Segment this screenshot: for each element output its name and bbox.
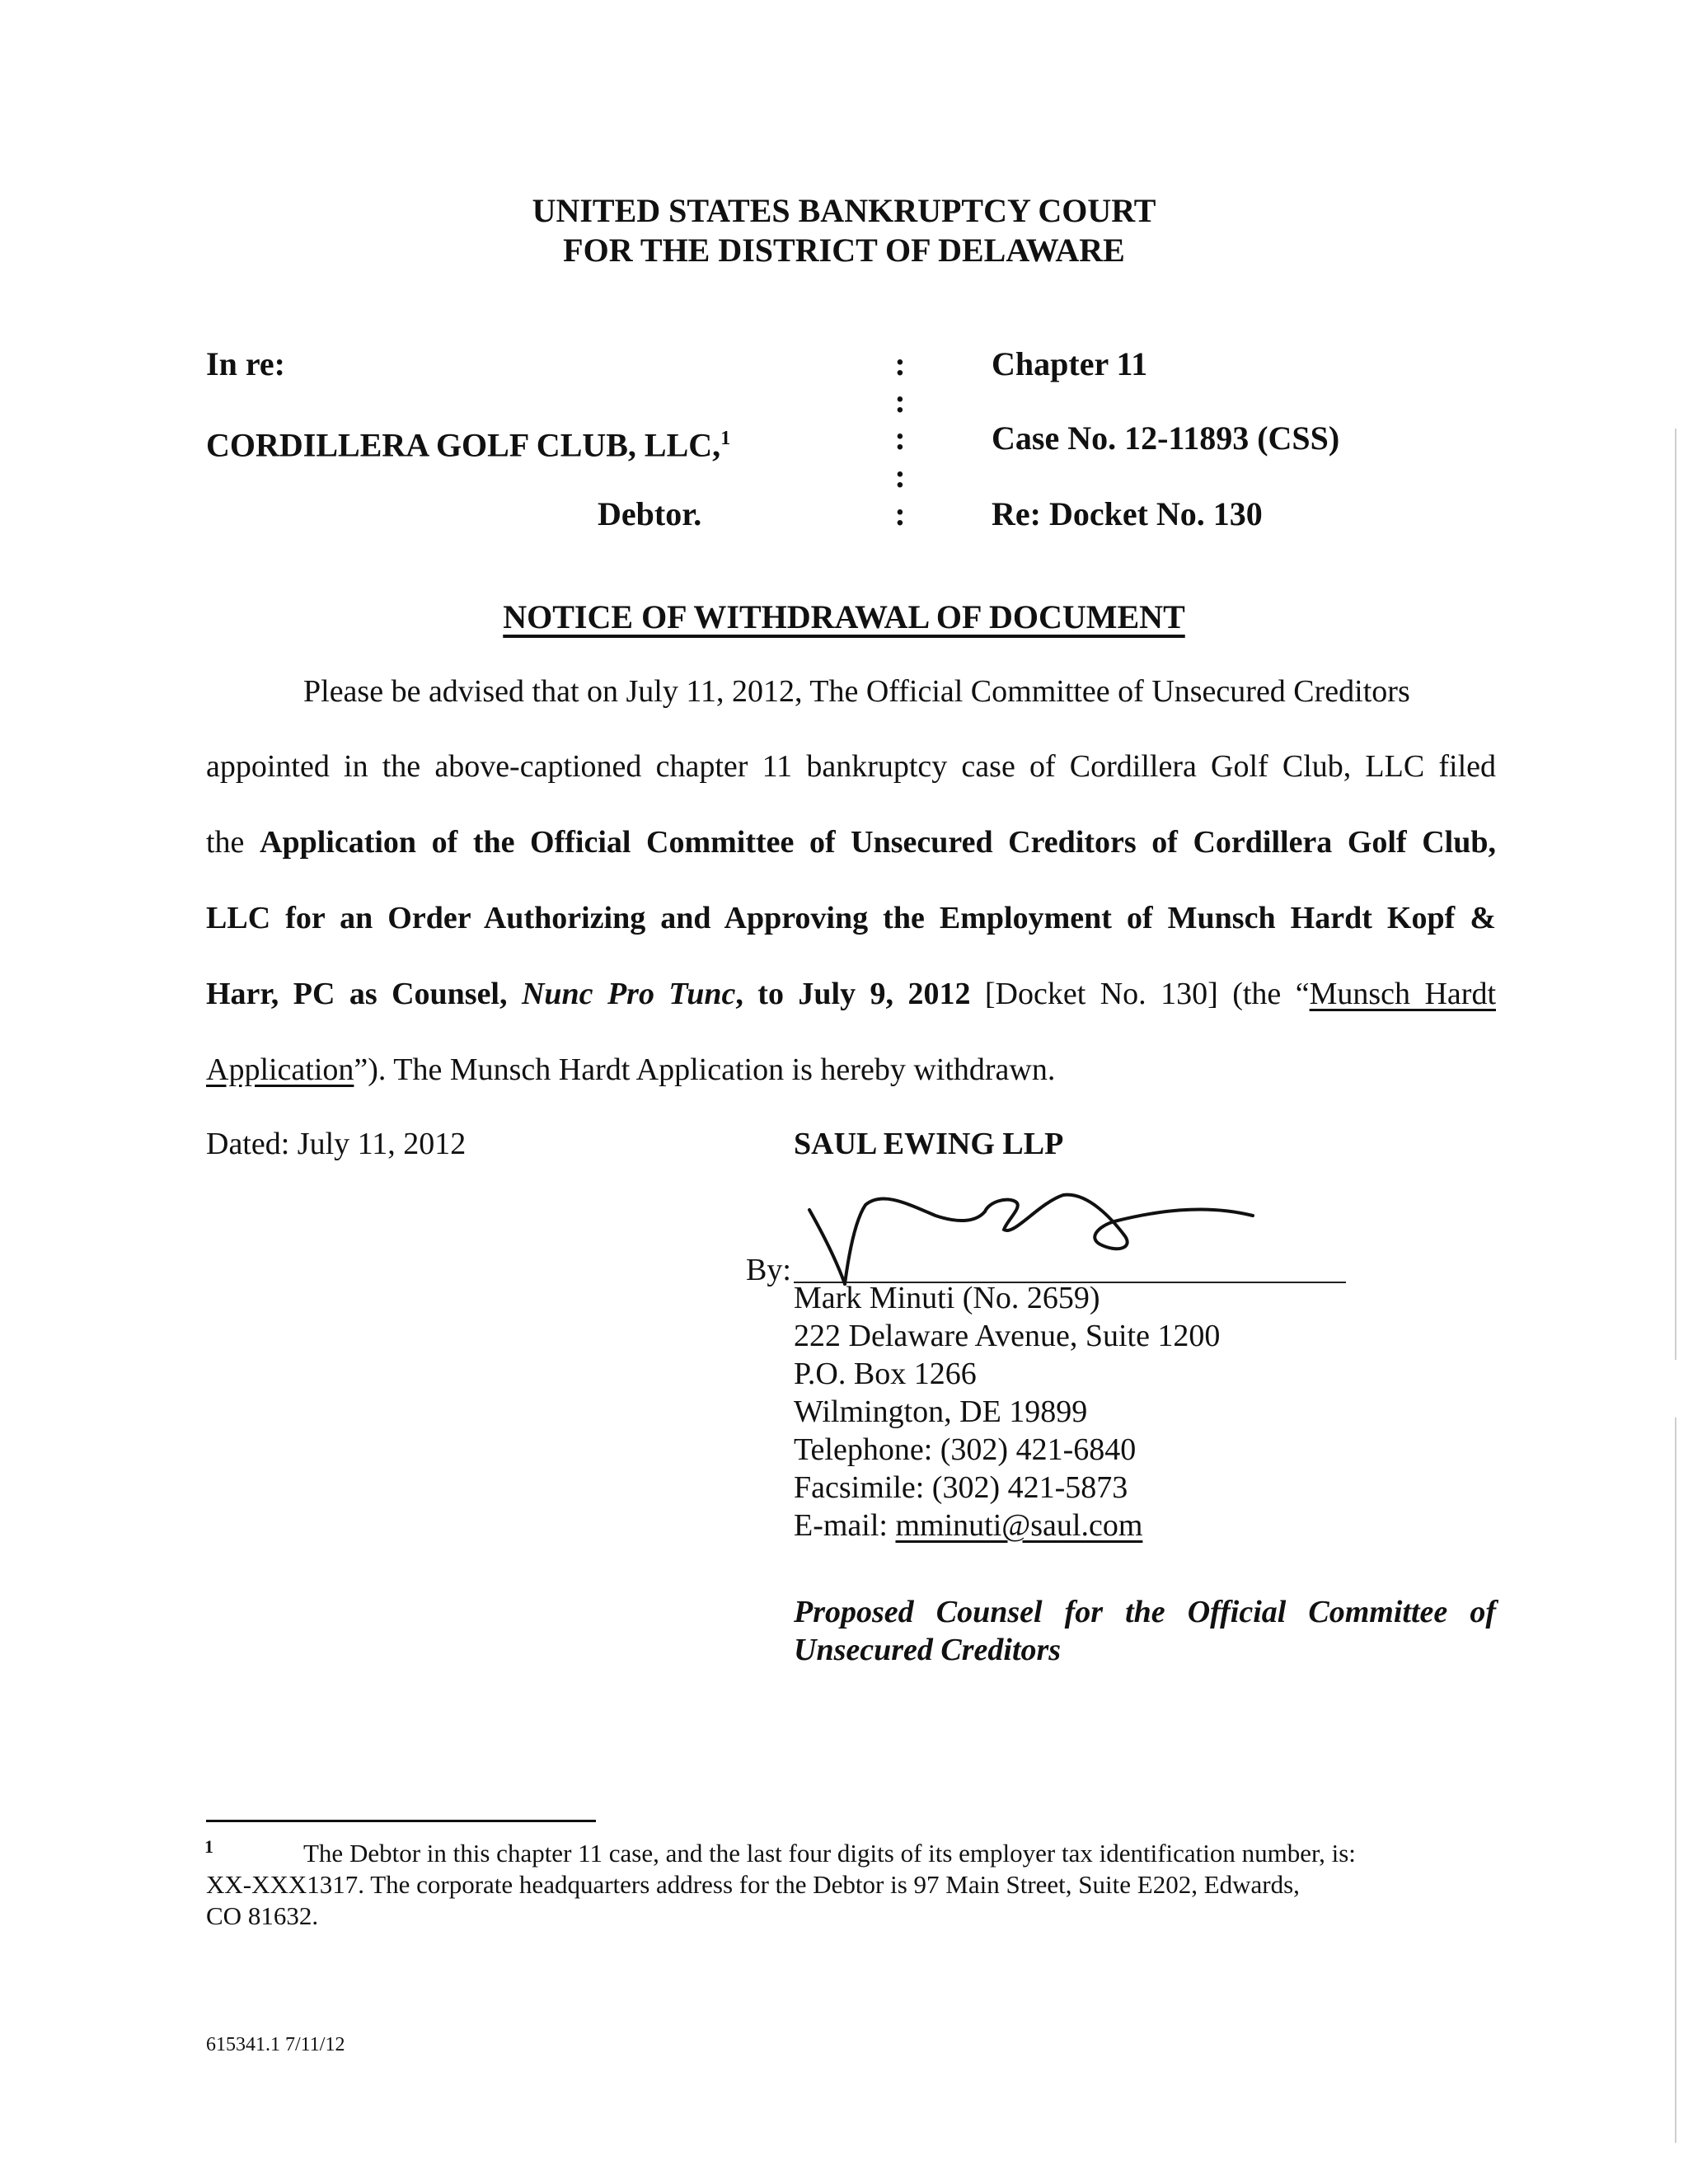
address-line-2: P.O. Box 1266 [794, 1357, 977, 1391]
email-link[interactable]: mminuti@saul.com [895, 1508, 1143, 1543]
signatory-name: Mark Minuti (No. 2659) [794, 1281, 1100, 1315]
telephone: Telephone: (302) 421-6840 [794, 1432, 1137, 1467]
counsel-role-line-2: Unsecured Creditors [794, 1633, 1062, 1667]
body-line-1: Please be advised that on July 11, 2012, The Official Committee of Unsecured Creditors [303, 674, 1410, 709]
caption-colon: : [894, 419, 906, 457]
email-line [794, 1507, 1142, 1544]
footnote-separator [206, 1820, 596, 1822]
chapter-label: Chapter 11 [992, 345, 1148, 382]
document-id: 615341.1 7/11/12 [206, 2034, 345, 2055]
date-line: Dated: July 11, 2012 [206, 1127, 467, 1161]
footnote-line-3: CO 81632. [206, 1901, 319, 1930]
scan-edge-line [1675, 1418, 1676, 2143]
firm-name: SAUL EWING LLP [794, 1127, 1064, 1161]
court-district: FOR THE DISTRICT OF DELAWARE [563, 232, 1125, 269]
court-name: UNITED STATES BANKRUPTCY COURT [532, 192, 1156, 229]
defined-term: Munsch Hardt [1309, 977, 1496, 1011]
address-line-1: 222 Delaware Avenue, Suite 1200 [794, 1319, 1221, 1353]
caption-colon: : [894, 382, 906, 419]
debtor-label: Debtor. [598, 495, 702, 532]
body-line-6 [206, 1050, 1496, 1090]
debtor-name [206, 419, 730, 465]
by-label: By: [746, 1253, 791, 1287]
email-label: E-mail: [794, 1508, 896, 1543]
body-text: ”). The Munsch Hardt Application is hereby withdrawn. [354, 1052, 1056, 1087]
defined-term: Application [206, 1052, 354, 1087]
counsel-role-line-1: Proposed Counsel for the Official Committee of [794, 1595, 1496, 1629]
document-title: NOTICE OF WITHDRAWAL OF DOCUMENT [503, 598, 1185, 635]
body-line-4: LLC for an Order Authorizing and Approving the Employment of Munsch Hardt Kopf & [206, 901, 1496, 935]
caption-colon: : [894, 345, 906, 382]
case-number: Case No. 12-11893 (CSS) [992, 419, 1340, 457]
body-line-3 [206, 823, 1496, 862]
in-re-label: In re: [206, 345, 285, 382]
caption-colon: : [894, 495, 906, 532]
nunc-pro-tunc: Nunc Pro Tunc [521, 977, 736, 1011]
scan-edge-line [1675, 429, 1676, 1360]
body-line-5 [206, 974, 1496, 1014]
footnote-line-1: The Debtor in this chapter 11 case, and the last four digits of its employer tax identification number, is: [303, 1839, 1356, 1868]
debtor-name-text: CORDILLERA GOLF CLUB, LLC, [206, 426, 721, 464]
handwritten-signature [791, 1187, 1269, 1294]
facsimile: Facsimile: (302) 421-5873 [794, 1470, 1128, 1505]
body-text: [Docket No. 130] (the “ [970, 977, 1310, 1011]
footnote-line-2: XX-XXX1317. The corporate headquarters address for the Debtor is 97 Main Street, Suite E202, Edwards, [206, 1870, 1300, 1899]
application-title-part: Application of the Official Committee of Unsecured Creditors of Cordillera Golf Club, [260, 825, 1496, 860]
address-line-3: Wilmington, DE 19899 [794, 1394, 1088, 1429]
application-title-part: Harr, PC as Counsel, [206, 977, 522, 1011]
caption-colon: : [894, 457, 906, 494]
docket-reference: Re: Docket No. 130 [992, 495, 1263, 532]
body-line-2: appointed in the above-captioned chapter 11 bankruptcy case of Cordillera Golf Club, LLC filed [206, 749, 1496, 784]
footnote-ref: 1 [720, 428, 731, 449]
body-text: the [206, 825, 260, 860]
application-title-part: , to July 9, 2012 [735, 977, 971, 1011]
footnote-marker: 1 [204, 1836, 213, 1857]
